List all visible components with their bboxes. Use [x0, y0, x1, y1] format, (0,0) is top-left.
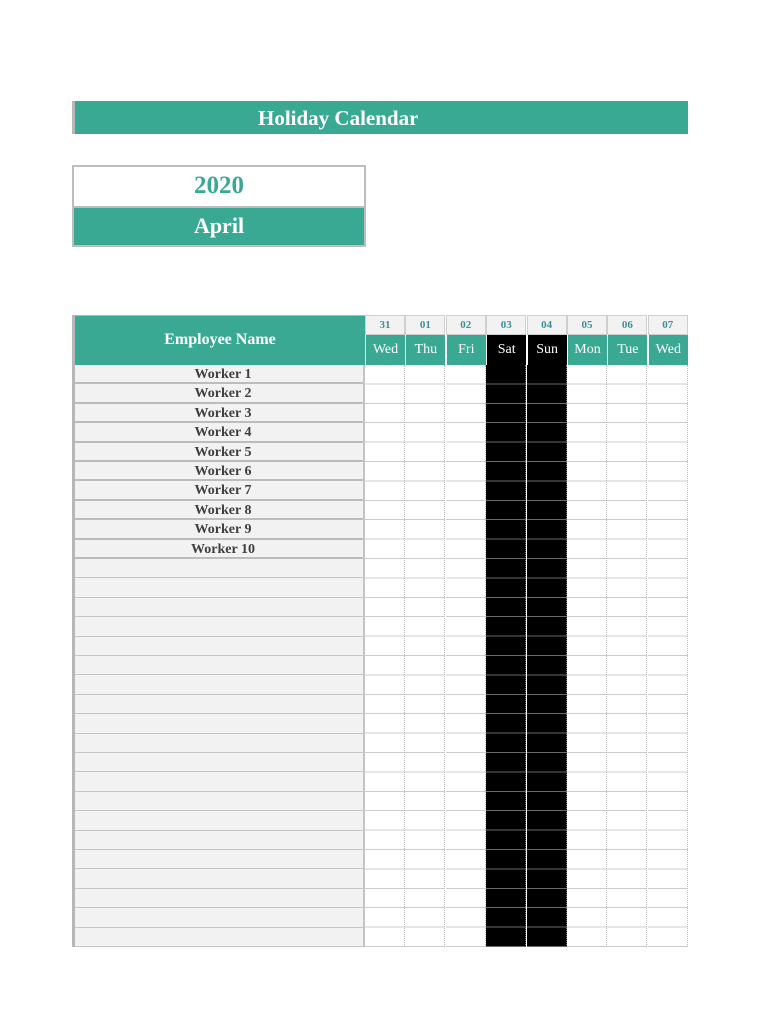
day-column[interactable] [365, 365, 405, 947]
employee-row[interactable] [75, 734, 363, 753]
employee-row[interactable] [75, 675, 363, 694]
employee-row[interactable] [75, 656, 363, 675]
title-banner [72, 101, 688, 134]
day-name: Sun [527, 335, 567, 365]
calendar-grid [72, 315, 688, 947]
employee-row[interactable] [75, 772, 363, 791]
day-name: Fri [446, 335, 486, 365]
employee-row[interactable] [75, 792, 363, 811]
employee-column [72, 365, 365, 947]
day-column[interactable] [405, 365, 445, 947]
employee-row[interactable]: Worker 6 [75, 462, 363, 481]
day-column[interactable] [446, 365, 486, 947]
employee-row[interactable] [75, 889, 363, 908]
employee-row[interactable] [75, 850, 363, 869]
employee-row[interactable]: Worker 9 [75, 520, 363, 539]
day-column[interactable] [567, 365, 607, 947]
employee-row[interactable]: Worker 4 [75, 423, 363, 442]
day-name: Mon [567, 335, 607, 365]
day-number: 05 [567, 315, 607, 335]
day-number: 03 [486, 315, 526, 335]
day-name: Wed [365, 335, 405, 365]
weekend-day-column[interactable] [486, 365, 526, 947]
employee-row[interactable]: Worker 3 [75, 404, 363, 423]
employee-row[interactable] [75, 908, 363, 927]
day-number: 04 [527, 315, 567, 335]
day-columns [365, 315, 688, 947]
day-number: 07 [648, 315, 688, 335]
day-number: 02 [446, 315, 486, 335]
employee-row[interactable]: Worker 10 [75, 540, 363, 559]
day-number: 31 [365, 315, 405, 335]
day-name: Thu [405, 335, 445, 365]
month-cell[interactable]: April [74, 206, 364, 245]
day-column[interactable] [607, 365, 647, 947]
employee-row[interactable] [75, 637, 363, 656]
period-box [72, 165, 366, 247]
employee-row[interactable] [75, 578, 363, 597]
employee-name-header: Employee Name [72, 315, 365, 365]
employee-row[interactable] [75, 753, 363, 772]
employee-row[interactable]: Worker 1 [75, 365, 363, 384]
employee-row[interactable] [75, 869, 363, 888]
day-number: 01 [405, 315, 445, 335]
employee-row[interactable]: Worker 7 [75, 481, 363, 500]
employee-row[interactable] [75, 598, 363, 617]
employee-row[interactable]: Worker 8 [75, 501, 363, 520]
employee-row[interactable] [75, 928, 363, 947]
employee-row[interactable] [75, 831, 363, 850]
page-title: Holiday Calendar [258, 106, 419, 130]
employee-row[interactable]: Worker 2 [75, 384, 363, 403]
day-name: Wed [648, 335, 688, 365]
day-column[interactable] [648, 365, 688, 947]
weekend-day-column[interactable] [527, 365, 567, 947]
employee-row[interactable] [75, 559, 363, 578]
employee-row[interactable] [75, 811, 363, 830]
employee-row[interactable] [75, 695, 363, 714]
employee-row[interactable] [75, 714, 363, 733]
day-name: Tue [607, 335, 647, 365]
employee-row[interactable] [75, 617, 363, 636]
year-cell[interactable]: 2020 [194, 172, 244, 199]
employee-row[interactable]: Worker 5 [75, 443, 363, 462]
day-number: 06 [607, 315, 647, 335]
day-name: Sat [486, 335, 526, 365]
